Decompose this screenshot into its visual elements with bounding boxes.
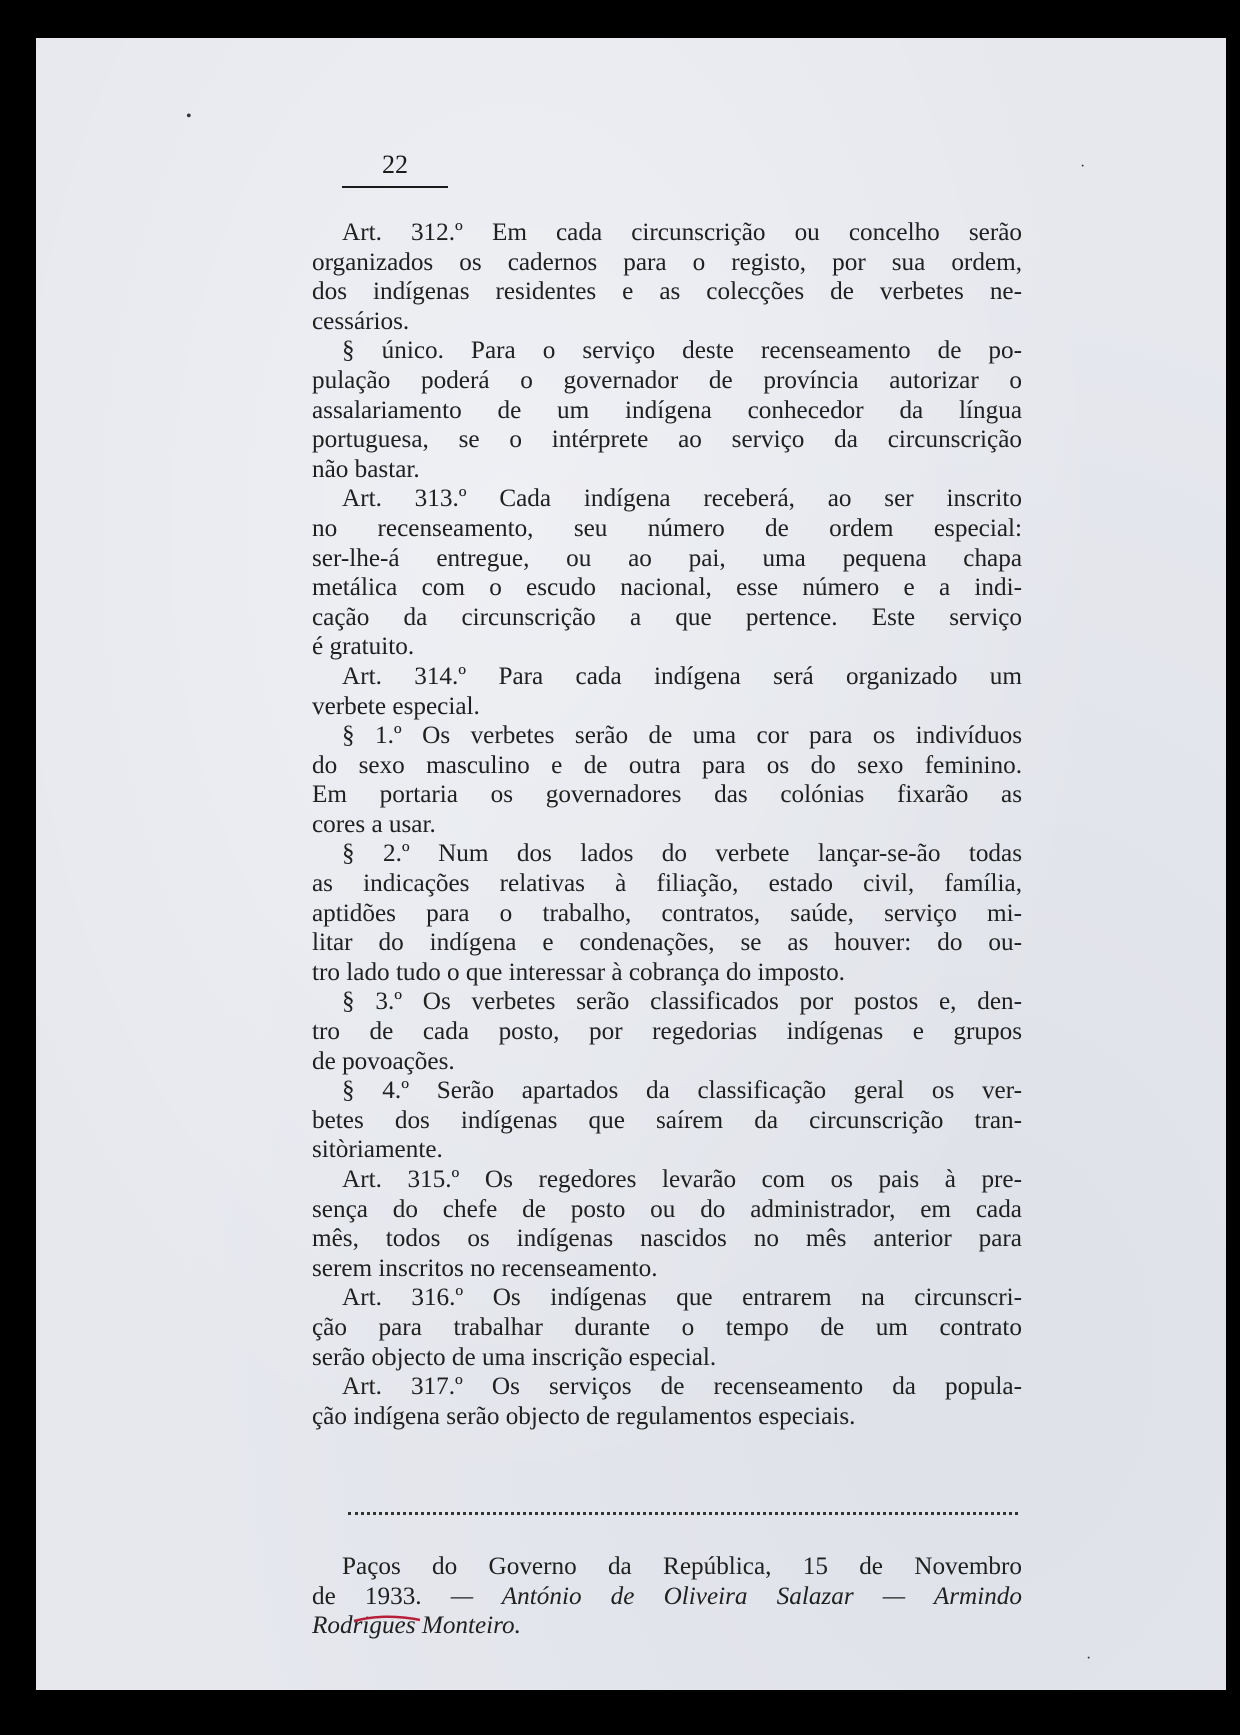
paragraph-2-line: assalariamento de um indígena conhecedor da língua — [312, 396, 1022, 424]
paragraph-4-line: Art. 314.º Para cada indígena será organizado um — [342, 662, 1022, 690]
paragraph-2-line: § único. Para o serviço deste recenseamento de po- — [342, 337, 1022, 365]
paragraph-7-line: de povoações. — [312, 1047, 455, 1075]
dotted-separator — [348, 1512, 1018, 1515]
paragraph-3-line: metálica com o escudo nacional, esse número e a indi- — [312, 574, 1022, 602]
closing-signatories-part-2: Rodrigues Monteiro. — [312, 1612, 521, 1640]
closing-date-prefix: de — [312, 1582, 365, 1610]
paragraph-11-line: Art. 317.º Os serviços de recenseamento da popula- — [342, 1373, 1022, 1401]
paragraph-2-line: portuguesa, se o intérprete ao serviço da circunscrição — [312, 426, 1022, 454]
paragraph-9-line: sença do chefe de posto ou do administrador, em cada — [312, 1195, 1022, 1223]
closing-line-2 — [312, 1582, 1022, 1612]
paragraph-10-line: serão objecto de uma inscrição especial. — [312, 1343, 717, 1371]
paragraph-8-line: sitòriamente. — [312, 1136, 443, 1164]
closing-signature-block — [312, 1552, 1022, 1641]
paragraph-9-line: serem inscritos no recenseamento. — [312, 1254, 658, 1282]
speck-mark: · — [1086, 1650, 1092, 1667]
paragraph-6-line: § 2.º Num dos lados do verbete lançar-se-ão todas — [342, 840, 1022, 868]
paragraph-1-line: Art. 312.º Em cada circunscrição ou concelho serão — [342, 219, 1022, 246]
closing-line-1: Paços do Governo da República, 15 de Novembro — [342, 1553, 1022, 1580]
paragraph-4-line: verbete especial. — [312, 692, 480, 720]
body-text — [312, 218, 1022, 1431]
paragraph-5-line: cores a usar. — [312, 810, 436, 838]
paragraph-6-line: litar do indígena e condenações, se as houver: do ou- — [312, 929, 1022, 957]
paragraph-6-line: tro lado tudo o que interessar à cobrança do imposto. — [312, 958, 845, 986]
paragraph-6-line: aptidões para o trabalho, contratos, saúde, serviço mi- — [312, 899, 1022, 927]
paragraph-8-line: betes dos indígenas que saírem da circunscrição tran- — [312, 1106, 1022, 1134]
paragraph-10-line: Art. 316.º Os indígenas que entrarem na circunscri- — [342, 1284, 1022, 1312]
paragraph-1-line: cessários. — [312, 307, 410, 335]
paragraph-8-line: § 4.º Serão apartados da classificação geral os ver- — [342, 1077, 1022, 1105]
paragraph-9-line: mês, todos os indígenas nascidos no mês anterior para — [312, 1225, 1022, 1253]
speck-mark: · — [1080, 158, 1086, 175]
paragraph-2-line: não bastar. — [312, 455, 420, 483]
paragraph-7-line: § 3.º Os verbetes serão classificados por postos e, den- — [342, 988, 1022, 1016]
paragraph-10-line: ção para trabalhar durante o tempo de um contrato — [312, 1313, 1022, 1341]
paragraph-5-line: § 1.º Os verbetes serão de uma cor para os indivíduos — [342, 722, 1022, 750]
speck-mark: • — [186, 108, 192, 125]
paragraph-3-line: Art. 313.º Cada indígena receberá, ao ser inscrito — [342, 485, 1022, 513]
paragraph-5-line: do sexo masculino e de outra para os do sexo feminino. — [312, 751, 1022, 779]
page-number-rule — [342, 186, 448, 188]
paragraph-5-line: Em portaria os governadores das colónias fixarão as — [312, 781, 1022, 809]
paragraph-2-line: pulação poderá o governador de província autorizar o — [312, 366, 1022, 394]
paragraph-7-line: tro de cada posto, por regedorias indígenas e grupos — [312, 1018, 1022, 1046]
red-pen-mark — [352, 1612, 422, 1626]
closing-year: 1933. — [364, 1582, 422, 1610]
page-number: 22 — [382, 150, 408, 179]
paragraph-1-line: organizados os cadernos para o registo, por sua ordem, — [312, 248, 1022, 276]
paragraph-3-line: é gratuito. — [312, 633, 415, 661]
paragraph-9-line: Art. 315.º Os regedores levarão com os pais à pre- — [342, 1166, 1022, 1193]
paragraph-6-line: as indicações relativas à filiação, estado civil, família, — [312, 870, 1022, 898]
paragraph-3-line: ser-lhe-á entregue, ou ao pai, uma pequena chapa — [312, 544, 1022, 572]
paragraph-3-line: no recenseamento, seu número de ordem especial: — [312, 514, 1022, 542]
paragraph-3-line: cação da circunscrição a que pertence. Este serviço — [312, 603, 1022, 631]
paragraph-11-line: ção indígena serão objecto de regulamentos especiais. — [312, 1402, 856, 1430]
paragraph-1-line: dos indígenas residentes e as colecções de verbetes ne- — [312, 278, 1022, 306]
closing-signatories-part-1: — António de Oliveira Salazar — Armindo — [421, 1582, 1022, 1610]
